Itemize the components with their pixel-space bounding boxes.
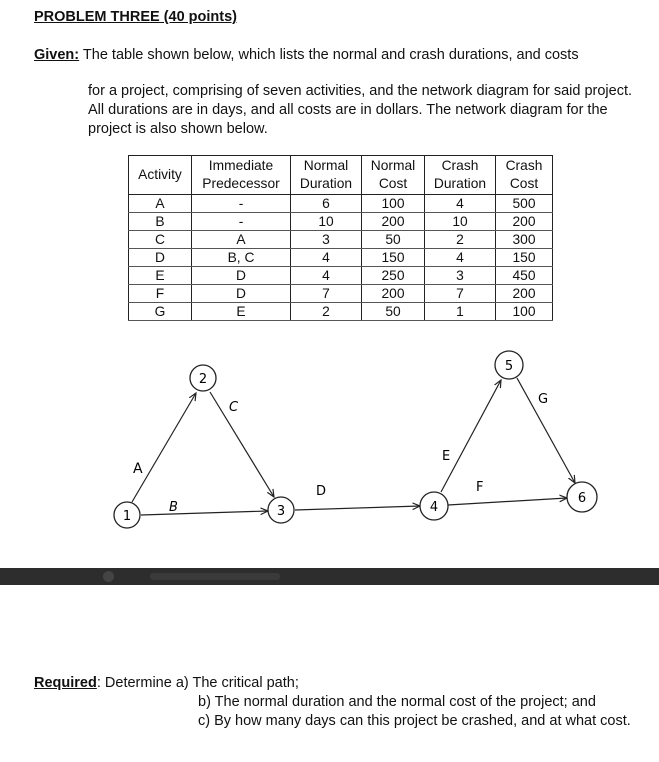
cell-predecessor: B, C bbox=[192, 249, 291, 267]
cell-crash-cost: 450 bbox=[496, 267, 553, 285]
node-5 bbox=[495, 351, 523, 379]
header-crash-cost: Crash Cost bbox=[496, 156, 553, 195]
node-2 bbox=[190, 365, 216, 391]
cell-normal-cost: 150 bbox=[362, 249, 425, 267]
cell-normal-duration: 6 bbox=[291, 195, 362, 213]
node-4 bbox=[420, 492, 448, 520]
cell-normal-duration: 2 bbox=[291, 303, 362, 321]
cell-activity: D bbox=[129, 249, 192, 267]
node-1 bbox=[114, 502, 140, 528]
cell-activity: F bbox=[129, 285, 192, 303]
table-row bbox=[129, 267, 553, 285]
cell-normal-duration: 10 bbox=[291, 213, 362, 231]
edge-label-g: G bbox=[538, 392, 549, 407]
header-crash-duration: Crash Duration bbox=[425, 156, 496, 195]
activity-table bbox=[128, 155, 553, 321]
cell-crash-cost: 300 bbox=[496, 231, 553, 249]
table-row bbox=[129, 195, 553, 213]
cell-predecessor: - bbox=[192, 195, 291, 213]
node-4-label: 4 bbox=[429, 500, 439, 515]
required-label: Required bbox=[34, 675, 97, 691]
cell-crash-cost: 200 bbox=[496, 213, 553, 231]
cell-predecessor: E bbox=[192, 303, 291, 321]
cell-predecessor: D bbox=[192, 267, 291, 285]
network-diagram bbox=[0, 345, 659, 535]
cell-activity: A bbox=[129, 195, 192, 213]
table-header-row bbox=[129, 156, 553, 195]
media-dot-icon bbox=[103, 571, 114, 582]
cell-normal-cost: 200 bbox=[362, 213, 425, 231]
media-progress-track bbox=[150, 573, 280, 580]
edge-label-a: A bbox=[133, 461, 143, 477]
edge-label-f: F bbox=[476, 480, 484, 495]
cell-crash-duration: 2 bbox=[425, 231, 496, 249]
cell-crash-cost: 100 bbox=[496, 303, 553, 321]
cell-predecessor: A bbox=[192, 231, 291, 249]
node-1-label: 1 bbox=[122, 509, 132, 524]
node-3-label: 3 bbox=[276, 504, 286, 519]
edge-b-line bbox=[141, 511, 268, 515]
edge-d-line bbox=[295, 506, 420, 510]
cell-predecessor: - bbox=[192, 213, 291, 231]
cell-crash-duration: 10 bbox=[425, 213, 496, 231]
table-row bbox=[129, 213, 553, 231]
table-row bbox=[129, 231, 553, 249]
given-body: for a project, comprising of seven activities, and the network diagram for said project. All durations are in days, and all costs are in dollars. The network diagram for the project is also shown below. bbox=[88, 83, 633, 137]
node-6 bbox=[567, 482, 597, 512]
edge-c-line bbox=[210, 392, 274, 497]
problem-title: PROBLEM THREE (40 points) bbox=[34, 9, 238, 25]
cell-crash-duration: 4 bbox=[425, 195, 496, 213]
cell-normal-cost: 50 bbox=[362, 231, 425, 249]
media-control-bar bbox=[0, 568, 659, 585]
edge-label-e: E bbox=[442, 449, 451, 464]
given-label: Given: bbox=[34, 47, 80, 63]
cell-crash-duration: 1 bbox=[425, 303, 496, 321]
header-predecessor: Immediate Predecessor bbox=[192, 156, 291, 195]
table-row bbox=[129, 285, 553, 303]
cell-crash-cost: 200 bbox=[496, 285, 553, 303]
cell-activity: B bbox=[129, 213, 192, 231]
required-lead: Determine a) The critical path; bbox=[104, 675, 299, 691]
cell-normal-duration: 4 bbox=[291, 249, 362, 267]
cell-predecessor: D bbox=[192, 285, 291, 303]
node-6-label: 6 bbox=[577, 491, 587, 506]
table-row bbox=[129, 249, 553, 267]
cell-activity: C bbox=[129, 231, 192, 249]
header-normal-duration: Normal Duration bbox=[291, 156, 362, 195]
edge-f-line bbox=[448, 498, 567, 505]
cell-normal-duration: 4 bbox=[291, 267, 362, 285]
header-activity: Activity bbox=[129, 156, 192, 195]
cell-crash-duration: 7 bbox=[425, 285, 496, 303]
table-row bbox=[129, 303, 553, 321]
cell-normal-duration: 7 bbox=[291, 285, 362, 303]
node-3 bbox=[268, 497, 294, 523]
edge-label-c: C bbox=[229, 400, 239, 415]
required-colon: : bbox=[96, 675, 105, 691]
cell-activity: G bbox=[129, 303, 192, 321]
edge-label-d: D bbox=[316, 484, 327, 499]
edge-e-line bbox=[441, 380, 501, 492]
cell-crash-cost: 150 bbox=[496, 249, 553, 267]
edge-label-b: B bbox=[169, 500, 178, 515]
required-item-b: b) The normal duration and the normal cost of the project; and bbox=[198, 694, 596, 710]
cell-normal-duration: 3 bbox=[291, 231, 362, 249]
header-normal-cost: Normal Cost bbox=[362, 156, 425, 195]
cell-crash-cost: 500 bbox=[496, 195, 553, 213]
cell-crash-duration: 4 bbox=[425, 249, 496, 267]
required-item-c: c) By how many days can this project be crashed, and at what cost. bbox=[198, 713, 631, 729]
cell-normal-cost: 50 bbox=[362, 303, 425, 321]
cell-normal-cost: 250 bbox=[362, 267, 425, 285]
edge-a-line bbox=[132, 393, 196, 502]
cell-normal-cost: 100 bbox=[362, 195, 425, 213]
node-5-label: 5 bbox=[504, 359, 514, 374]
cell-activity: E bbox=[129, 267, 192, 285]
cell-normal-cost: 200 bbox=[362, 285, 425, 303]
cell-crash-duration: 3 bbox=[425, 267, 496, 285]
required-section bbox=[34, 674, 299, 693]
given-intro bbox=[34, 46, 634, 65]
node-2-label: 2 bbox=[198, 372, 208, 387]
given-intro-text: The table shown below, which lists the normal and crash durations, and costs bbox=[82, 47, 579, 63]
